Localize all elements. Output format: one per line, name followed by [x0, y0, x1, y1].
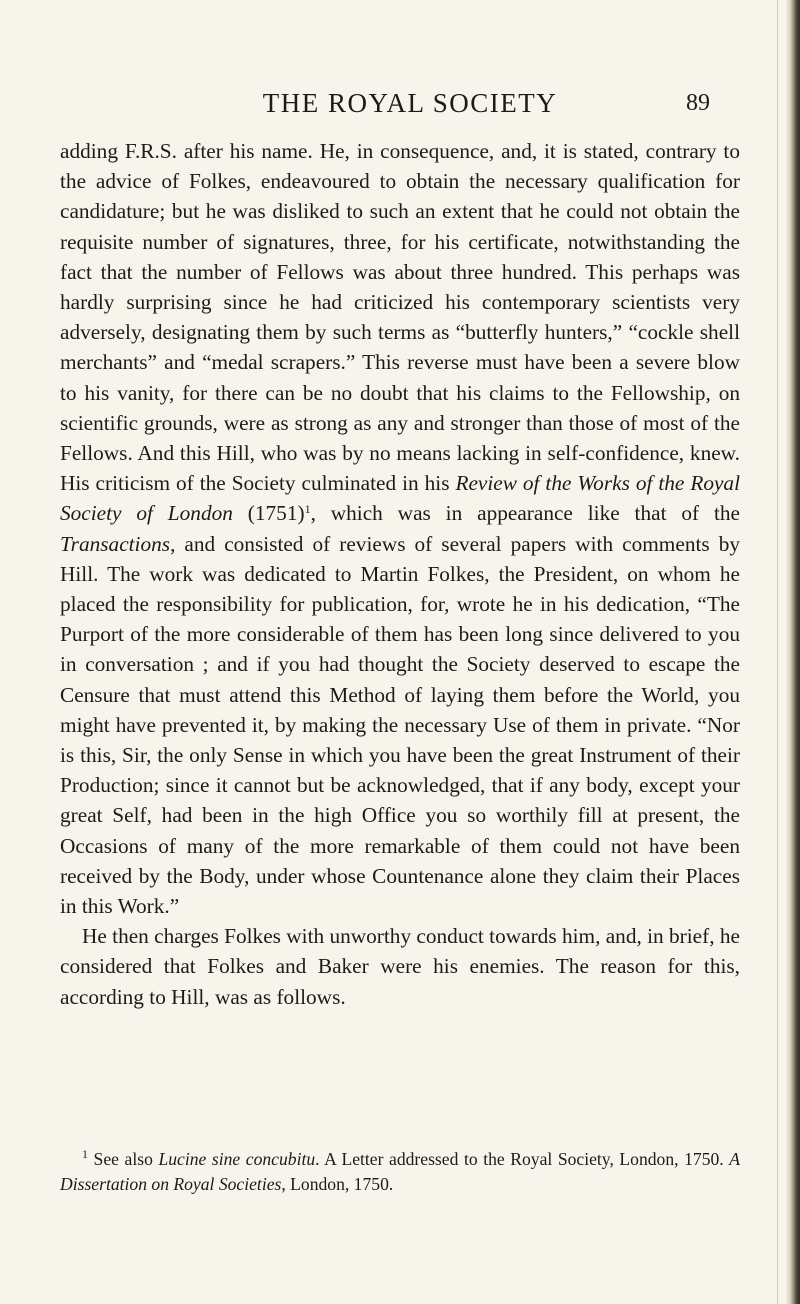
text-run: , London, 1750.	[281, 1174, 394, 1194]
paragraph: He then charges Folkes with unworthy conduct towards him, and, in brief, he considered that Folkes and Baker were his enemies. The reason for this, according to Hill, was as follows.	[60, 924, 740, 1009]
italic-title: Review of the Works of the Royal Society of London	[60, 471, 740, 526]
page-edge-line	[777, 0, 778, 1304]
text-run: adding F.R.S. after his name. He, in consequence, and, it is stated, contrary to the advice of Folkes, endeavoured to obtain the necessary qualification for candidature; but he was disliked to such an extent that he could not obtain the requisite number of signatures, three, for his certificate, notwithstanding the fact that the number of Fellows was about three hundred. This perhaps was hardly surprising since he had criticized his contemporary scientists very adversely, designating them by such terms as “butterfly hunters,” “cockle shell merchants” and “medal scrapers.” This reverse must have been a severe blow to his vanity, for there can be no doubt that his claims to the Fellowship, on scientific grounds, were as strong as any and stronger than those of most of the Fellows. And this Hill, who was by no means lacking in self-confidence, knew. His criticism of the Society culminated in his	[60, 139, 740, 496]
text-run: , and consisted of reviews of several papers with comments by Hill. The work was dedicated to Martin Folkes, the President, on whom he placed the responsibility for publication, for, wrote he in his dedication, “The Purport of the more considerable of them has been long since delivered to you in conversation ; and if you had thought the Society deserved to escape the Censure that must attend this Method of laying them before the World, you might have prevented it, by making the necessary Use of them in private. “Nor is this, Sir, the only Sense in which you have been the great Instrument of their Production; since it cannot but be acknowledged, that if any body, except your great Self, had been in the high Office you so worthily fill at present, the Occasions of many of the more remarkable of them could not have been received by the Body, under whose Countenance alone they claim their Places in this Work.”	[60, 531, 740, 919]
running-title: THE ROYAL SOCIETY	[262, 88, 558, 118]
book-edge	[786, 0, 800, 1304]
running-head	[60, 88, 760, 128]
body-text	[60, 136, 740, 1012]
italic-title: A Dissertation on Royal Societies	[60, 1149, 741, 1194]
italic-title: Transactions	[60, 531, 171, 556]
footnote	[60, 1147, 740, 1197]
text-run: See also	[88, 1149, 159, 1169]
footnote-mark: 1	[82, 1147, 88, 1161]
paragraph	[60, 136, 740, 921]
text-run: (1751)	[232, 501, 305, 526]
text-run: . A Letter addressed to the Royal Society, London, 1750.	[315, 1149, 730, 1169]
footnote-reference: 1	[304, 502, 311, 517]
page-number: 89	[686, 90, 710, 116]
italic-title: Lucine sine concubitu	[158, 1149, 316, 1169]
text-run: , which was in appearance like that of the	[310, 501, 741, 526]
